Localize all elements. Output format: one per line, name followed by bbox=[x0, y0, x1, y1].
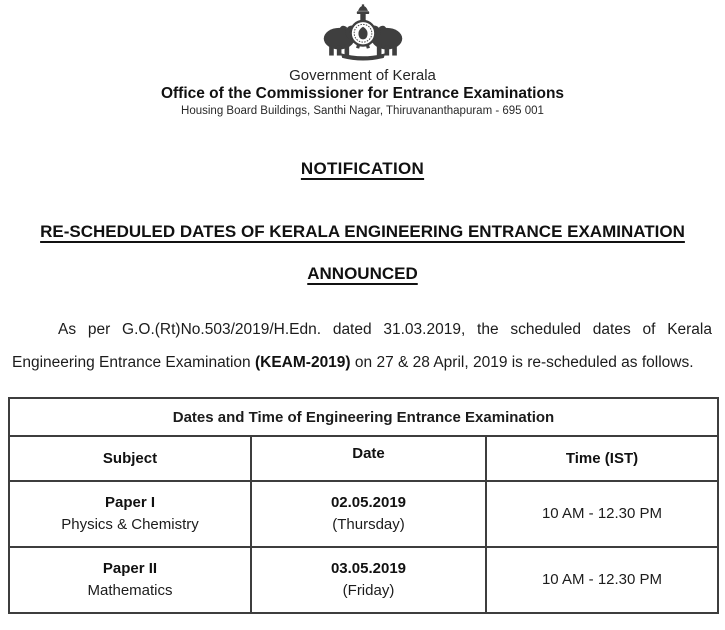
exam-day: (Friday) bbox=[342, 582, 395, 599]
exam-date: 03.05.2019 bbox=[330, 560, 407, 577]
letterhead bbox=[0, 0, 725, 117]
subject-cell bbox=[9, 547, 251, 613]
exam-time: 10 AM - 12.30 PM bbox=[541, 505, 663, 522]
kerala-government-emblem-icon bbox=[310, 4, 416, 64]
notification-subtitle bbox=[0, 222, 725, 284]
time-cell bbox=[486, 481, 718, 547]
paper-subjects: Mathematics bbox=[87, 582, 173, 599]
office-name: Office of the Commissioner for Entrance Examinations bbox=[160, 85, 565, 102]
keam-bold-text: (KEAM-2019) bbox=[254, 354, 351, 371]
exam-schedule-table bbox=[8, 397, 719, 614]
exam-date: 02.05.2019 bbox=[330, 494, 407, 511]
column-header-date: Date bbox=[251, 436, 486, 481]
table-row-paper1 bbox=[9, 481, 718, 547]
subtitle-line-1: RE-SCHEDULED DATES OF KERALA ENGINEERING ENTRANCE EXAMINATION bbox=[40, 222, 685, 241]
exam-time: 10 AM - 12.30 PM bbox=[541, 571, 663, 588]
date-cell bbox=[251, 547, 486, 613]
paper-subjects: Physics & Chemistry bbox=[61, 516, 199, 533]
time-cell bbox=[486, 547, 718, 613]
table-header-row bbox=[9, 436, 718, 481]
date-cell bbox=[251, 481, 486, 547]
table-caption-row bbox=[9, 398, 718, 436]
government-name: Government of Kerala bbox=[289, 67, 436, 84]
notification-title bbox=[0, 159, 725, 179]
subtitle-line-2: ANNOUNCED bbox=[307, 264, 418, 283]
body-paragraph bbox=[12, 313, 712, 379]
column-header-time: Time (IST) bbox=[486, 436, 718, 481]
table-caption: Dates and Time of Engineering Entrance Examination bbox=[9, 398, 718, 436]
exam-day: (Thursday) bbox=[332, 516, 405, 533]
paragraph-text-start: As per G.O.(Rt)No.503/2019/H.Edn. dated 31.03.2019, the scheduled dates of Kerala Engineering Entrance Examination bbox=[12, 321, 712, 371]
paper-name: Paper II bbox=[102, 560, 158, 577]
office-address: Housing Board Buildings, Santhi Nagar, Thiruvananthapuram - 695 001 bbox=[181, 105, 544, 117]
paper-name: Paper I bbox=[104, 494, 156, 511]
notification-title-text: NOTIFICATION bbox=[300, 159, 425, 178]
paragraph-text-end: on 27 & 28 April, 2019 is re-scheduled as follows. bbox=[350, 354, 694, 371]
column-header-subject: Subject bbox=[9, 436, 251, 481]
subject-cell bbox=[9, 481, 251, 547]
table-row-paper2 bbox=[9, 547, 718, 613]
